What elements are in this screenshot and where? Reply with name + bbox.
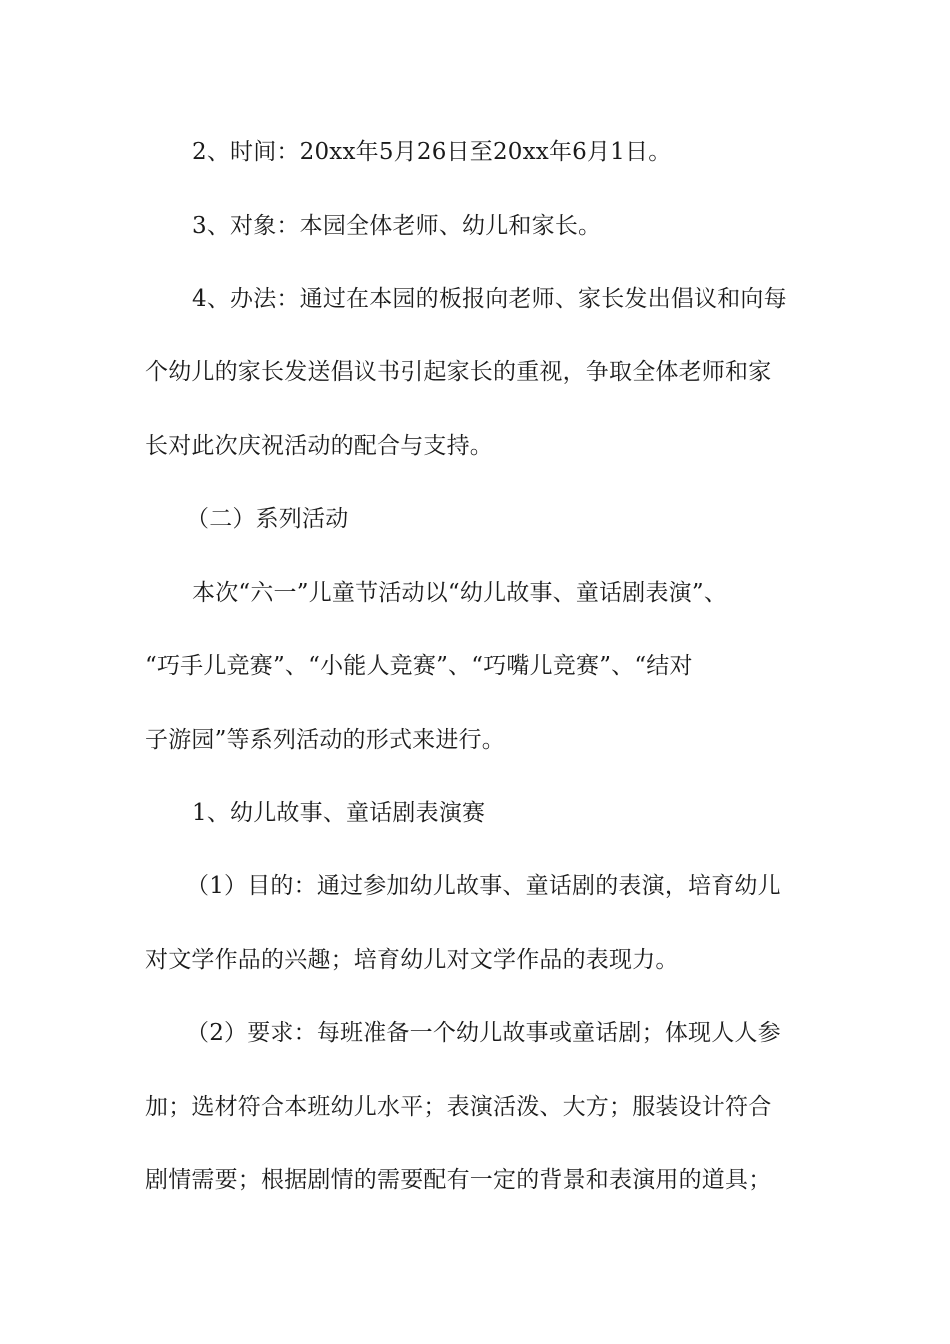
paragraph-method-line-3: 长对此次庆祝活动的配合与支持。 — [145, 433, 493, 459]
paragraph-series-line-3: 子游园”等系列活动的形式来进行。 — [145, 727, 505, 753]
paragraph-audience: 3、对象：本园全体老师、幼儿和家长。 — [192, 213, 602, 239]
paragraph-method-line-1: 4、办法：通过在本园的板报向老师、家长发出倡议和向每 — [192, 286, 787, 312]
paragraph-purpose-line-2: 对文学作品的兴趣；培育幼儿对文学作品的表现力。 — [145, 947, 679, 973]
paragraph-requirements-line-1: （2）要求：每班准备一个幼儿故事或童话剧；体现人人参 — [186, 1020, 781, 1046]
section-heading-series: （二）系列活动 — [186, 506, 349, 532]
paragraph-series-line-2: “巧手儿竞赛”、“小能人竞赛”、“巧嘴儿竞赛”、“结对 — [145, 653, 693, 679]
paragraph-purpose-line-1: （1）目的：通过参加幼儿故事、童话剧的表演，培育幼儿 — [186, 873, 781, 899]
paragraph-time: 2、时间：20xx年5月26日至20xx年6月1日。 — [192, 139, 672, 165]
paragraph-method-line-2: 个幼儿的家长发送倡议书引起家长的重视，争取全体老师和家 — [145, 359, 772, 385]
paragraph-series-line-1: 本次“六一”儿童节活动以“幼儿故事、童话剧表演”、 — [192, 580, 728, 606]
subheading-story-contest: 1、幼儿故事、童话剧表演赛 — [192, 800, 486, 826]
paragraph-requirements-line-2: 加；选材符合本班幼儿水平；表演活泼、大方；服装设计符合 — [145, 1094, 772, 1120]
paragraph-requirements-line-3: 剧情需要；根据剧情的需要配有一定的背景和表演用的道具； — [145, 1167, 772, 1193]
